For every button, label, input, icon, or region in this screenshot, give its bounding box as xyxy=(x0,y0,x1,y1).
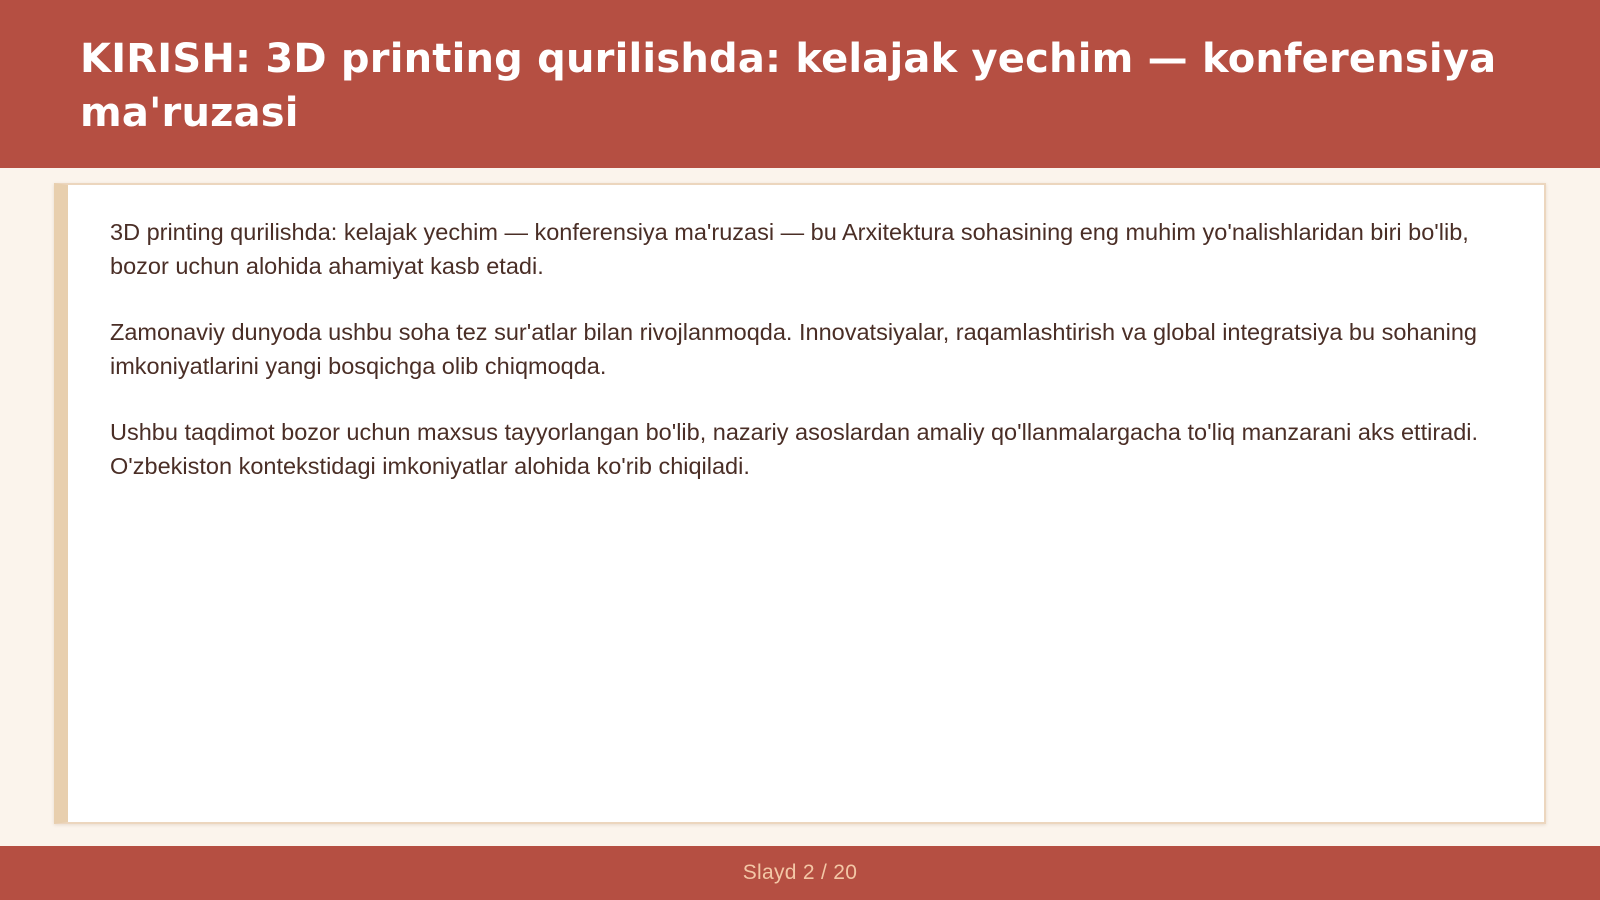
paragraph-intro: 3D printing qurilishda: kelajak yechim — konferensiya ma'ruzasi — bu Arxitektura sohasining eng muhim yo'nalishlaridan biri bo'lib, bozor uchun alohida ahamiyat kasb etadi. xyxy=(110,219,1469,279)
slide-title: KIRISH: 3D printing qurilishda: kelajak yechim — konferensiya ma'ruzasi xyxy=(80,36,1497,136)
paragraph-presentation-scope: Ushbu taqdimot bozor uchun maxsus tayyorlangan bo'lib, nazariy asoslardan amaliy qo'llanmalargacha to'liq manzarani aks ettiradi. O'zbekiston kontekstidagi imkoniyatlar alohida ko'rib chiqiladi. xyxy=(110,419,1479,479)
content-body xyxy=(110,215,1504,515)
slide-header xyxy=(0,0,1600,168)
content-card xyxy=(54,183,1546,824)
paragraph-modern-world: Zamonaviy dunyoda ushbu soha tez sur'atlar bilan rivojlanmoqda. Innovatsiyalar, raqamlashtirish va global integratsiya bu sohaning imkoniyatlarini yangi bosqichga olib chiqmoqda. xyxy=(110,319,1477,379)
slide-footer xyxy=(0,846,1600,900)
slide-counter: Slayd 2 / 20 xyxy=(742,861,858,884)
